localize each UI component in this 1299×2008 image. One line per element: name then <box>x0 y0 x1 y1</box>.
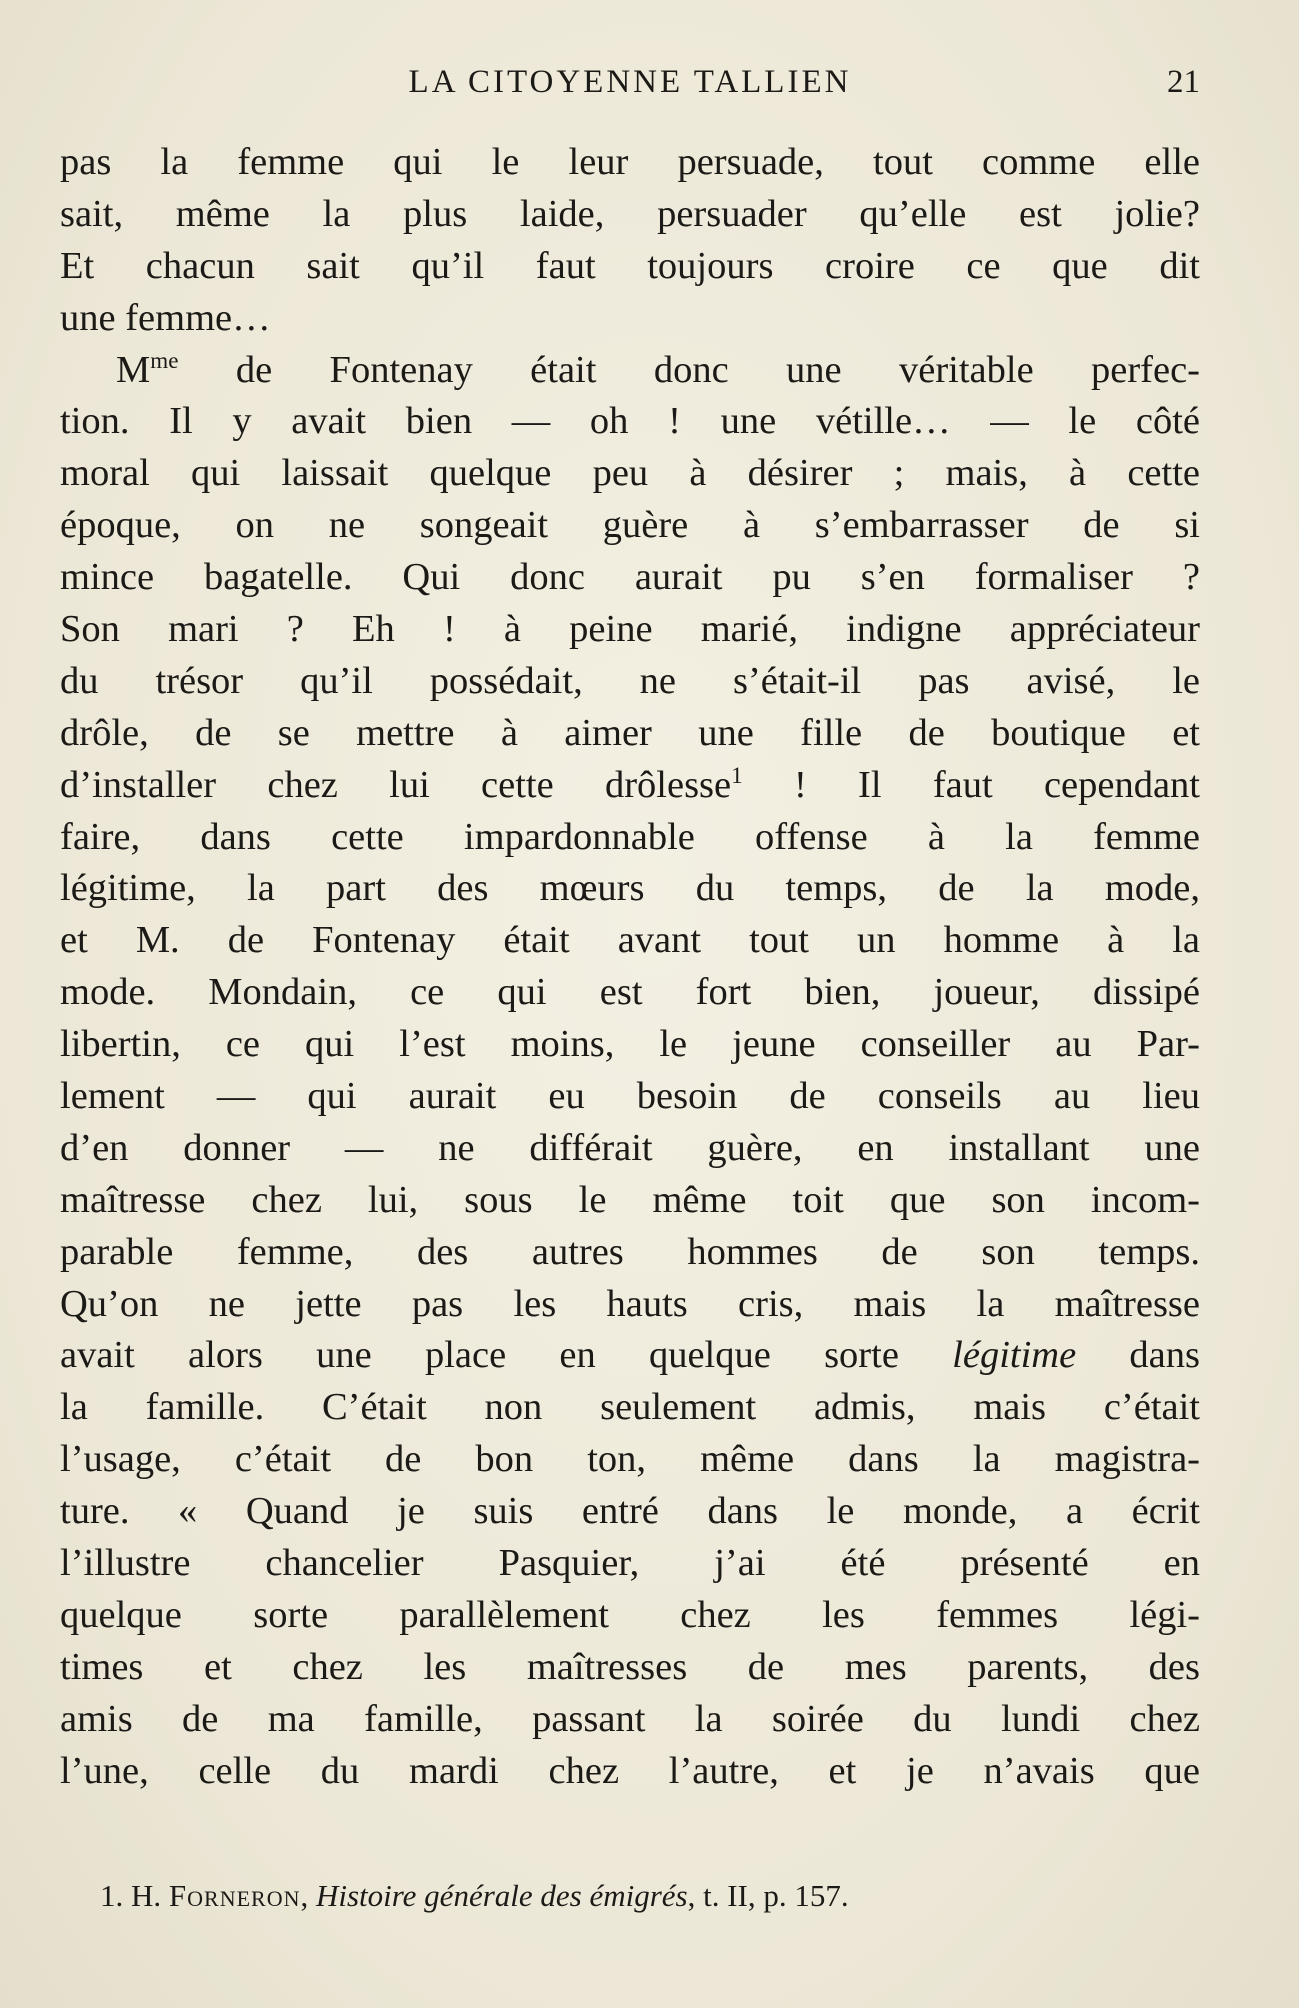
text-line: moral qui laissait quelque peu à désirer ; mais, à cette <box>60 452 1200 495</box>
running-head <box>60 64 1200 114</box>
footnote-work: Histoire générale des émigrés <box>315 1878 688 1913</box>
text-line: légitime, la part des mœurs du temps, de la mode, <box>60 867 1200 910</box>
text-line: époque, on ne songeait guère à s’embarrasser de si <box>60 504 1200 547</box>
text-line: maîtresse chez lui, sous le même toit que son incom- <box>60 1178 1200 1221</box>
footnote-reference: , t. II, p. 157. <box>687 1878 849 1913</box>
text-line: quelque sorte parallèlement chez les femmes légi- <box>60 1593 1200 1636</box>
text-line: une femme… <box>60 296 271 339</box>
text-line <box>60 1330 1200 1382</box>
footnote <box>100 1878 1200 1914</box>
footnote-separator: , <box>300 1878 316 1913</box>
text-fragment: ! Il faut cependant <box>742 763 1201 806</box>
text-line: d’en donner — ne différait guère, en installant une <box>60 1126 1200 1169</box>
text-line: Qu’on ne jette pas les hauts cris, mais la maîtresse <box>60 1282 1200 1325</box>
text-line: amis de ma famille, passant la soirée du lundi chez <box>60 1697 1200 1740</box>
text-line: Son mari ? Eh ! à peine marié, indigne appréciateur <box>60 608 1200 651</box>
text-fragment: d’installer chez lui cette drôlesse <box>60 763 732 806</box>
text-line: pas la femme qui le leur persuade, tout comme elle <box>60 141 1200 183</box>
footnote-ref[interactable]: 1 <box>731 761 743 788</box>
text-line: Et chacun sait qu’il faut toujours croire ce que dit <box>60 244 1200 287</box>
page-number: 21 <box>1167 64 1200 100</box>
text-line: sait, même la plus laide, persuader qu’elle est jolie? <box>60 192 1200 235</box>
text-fragment: avait alors une place en quelque sorte <box>60 1334 953 1377</box>
text-line: ture. « Quand je suis entré dans le monde, a écrit <box>60 1490 1200 1533</box>
footnote-number: 1. H. <box>100 1878 169 1913</box>
text-line: libertin, ce qui l’est moins, le jeune conseiller au Par- <box>60 1023 1200 1066</box>
text-line <box>60 345 1200 397</box>
running-title: LA CITOYENNE TALLIEN <box>408 64 852 100</box>
text-fragment: M <box>116 348 151 391</box>
text-line: parable femme, des autres hommes de son temps. <box>60 1230 1200 1273</box>
text-line: lement — qui aurait eu besoin de conseils au lieu <box>60 1075 1200 1118</box>
text-line: du trésor qu’il possédait, ne s’était-il pas avisé, le <box>60 659 1200 702</box>
text-line: mince bagatelle. Qui donc aurait pu s’en formaliser ? <box>60 556 1200 599</box>
text-line: drôle, de se mettre à aimer une fille de boutique et <box>60 711 1200 754</box>
body-text <box>60 137 1200 1798</box>
text-line: l’usage, c’était de bon ton, même dans la magistra- <box>60 1438 1200 1481</box>
text-line: faire, dans cette impardonnable offense à la femme <box>60 815 1200 858</box>
footnote-author: Forneron <box>168 1878 301 1913</box>
text-line: tion. Il y avait bien — oh ! une vétille… — le côté <box>60 400 1200 443</box>
text-line: mode. Mondain, ce qui est fort bien, joueur, dissipé <box>60 971 1200 1014</box>
text-line: la famille. C’était non seulement admis, mais c’était <box>60 1386 1200 1429</box>
text-line: et M. de Fontenay était avant tout un homme à la <box>60 919 1200 962</box>
text-fragment: dans <box>1076 1334 1200 1377</box>
text-line: times et chez les maîtresses de mes parents, des <box>60 1645 1200 1688</box>
text-line: l’illustre chancelier Pasquier, j’ai été présenté en <box>60 1542 1200 1585</box>
italic-word: légitime <box>952 1334 1077 1377</box>
text-line: l’une, celle du mardi chez l’autre, et je n’avais que <box>60 1749 1200 1792</box>
superscript-abbrev: me <box>150 346 179 373</box>
text-fragment: de Fontenay était donc une véritable perfec- <box>178 348 1200 391</box>
text-line <box>60 760 1200 812</box>
